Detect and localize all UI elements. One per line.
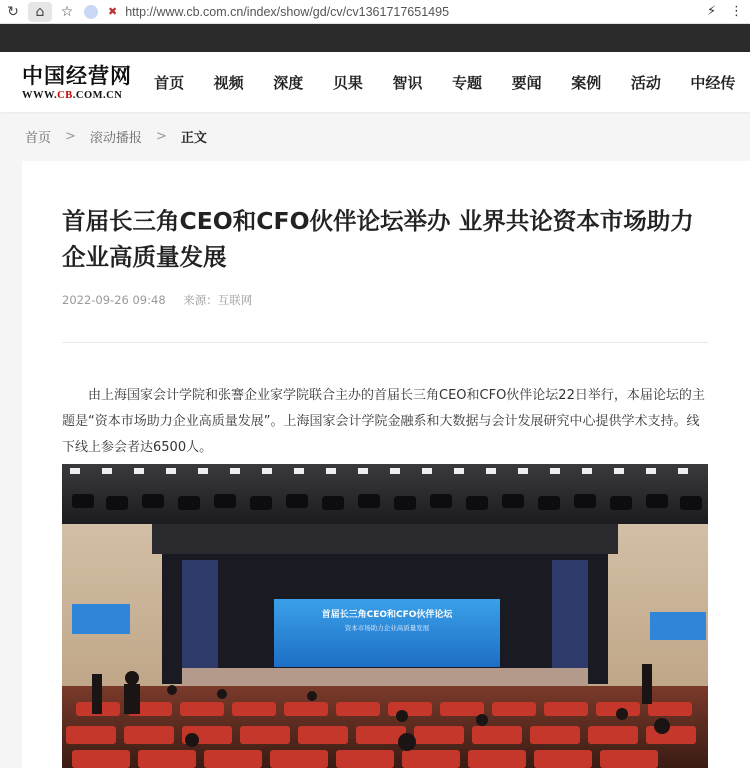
nav-item-cases[interactable]: 案例 [571, 73, 602, 92]
address-url[interactable]: http://www.cb.com.cn/index/show/gd/cv/cv1361717651495 [125, 4, 450, 19]
chevron-right-icon: > [155, 128, 167, 144]
chevron-right-icon: > [65, 128, 76, 144]
address-bar[interactable] [80, 0, 700, 24]
article-meta [62, 292, 266, 308]
nav-item-zjc[interactable]: 中经传 [690, 73, 736, 92]
site-shield-icon [84, 5, 98, 19]
divider [62, 342, 708, 343]
nav-item-beiguo[interactable]: 贝果 [332, 73, 363, 92]
nav-item-video[interactable]: 视频 [213, 73, 244, 92]
logo-url [22, 90, 137, 101]
nav-item-news[interactable]: 要闻 [511, 73, 542, 92]
nav-item-zhishi[interactable]: 智识 [392, 73, 423, 92]
top-strip [0, 24, 750, 52]
article-title: 首届长三角CEO和CFO伙伴论坛举办 业界共论资本市场助力企业高质量发展 [62, 207, 694, 271]
article-paragraph: 由上海国家会计学院和张謇企业家学院联合主办的首届长三角CEO和CFO伙伴论坛22日举行，本届论坛的主题是“资本市场助力企业高质量发展”。上海国家会计学院金融系和大数据与会计发展研究中心提供学术支持。线下线上参会者达6500人。 [62, 388, 705, 455]
nav-item-events[interactable]: 活动 [630, 73, 661, 92]
favorites-star-icon[interactable]: ☆ [60, 3, 74, 20]
lightning-icon[interactable]: ⚡ [706, 4, 717, 19]
home-icon[interactable]: ⌂ [28, 2, 52, 22]
conference-photo [62, 464, 708, 768]
screen-title: 首届长三角CEO和CFO伙伴论坛 [321, 610, 453, 620]
article-source: 来源：互联网 [183, 293, 253, 307]
article-date: 2022-09-26 09:48 [62, 293, 166, 307]
article-card [22, 161, 750, 768]
logo-url-suffix: .COM.CN [72, 89, 123, 101]
breadcrumb-home[interactable]: 首页 [25, 130, 52, 146]
site-header [0, 52, 750, 112]
logo-url-brand: CB [57, 89, 73, 101]
reload-icon[interactable]: ↻ [7, 3, 19, 20]
logo-chinese: 中国经营网 [22, 62, 132, 88]
site-logo[interactable] [0, 64, 137, 101]
logo-url-prefix: WWW. [22, 89, 58, 101]
browser-toolbar [0, 0, 750, 24]
nav-item-topics[interactable]: 专题 [452, 73, 483, 92]
breadcrumb-current: 正文 [180, 130, 207, 146]
more-menu-icon[interactable]: ⋮ [730, 4, 744, 19]
nav-item-home[interactable]: 首页 [154, 73, 185, 92]
screen-subtitle: 资本市场助力企业高质量发展 [344, 624, 430, 632]
insecure-warning-icon[interactable]: ✖ [108, 5, 118, 18]
nav-item-depth[interactable]: 深度 [273, 73, 304, 92]
main-nav [154, 72, 750, 93]
breadcrumb [0, 112, 750, 160]
breadcrumb-section[interactable]: 滚动播报 [89, 130, 142, 146]
